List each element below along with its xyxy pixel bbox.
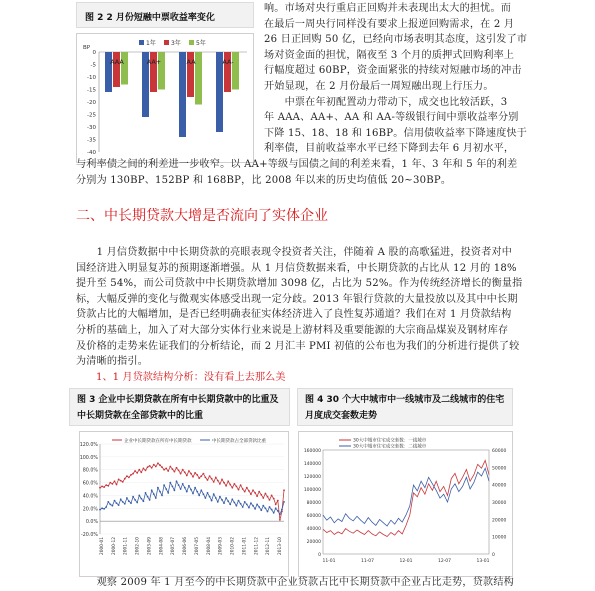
data-point bbox=[225, 497, 227, 499]
data-point bbox=[186, 491, 188, 493]
data-point bbox=[279, 513, 281, 515]
data-point bbox=[118, 479, 120, 481]
text-line: 开始显现，在 2 月份最后一周短融出现上行压力。 bbox=[264, 80, 494, 92]
data-point bbox=[256, 495, 258, 497]
data-point bbox=[147, 496, 149, 498]
data-point bbox=[138, 495, 140, 497]
series-line bbox=[323, 460, 489, 536]
text-line: 及价格的走势来佐证我们的分析结论，而 2 月汇丰 PMI 初值的公布也为我们的分析进行提供了较 bbox=[76, 340, 520, 352]
data-point bbox=[145, 492, 147, 494]
data-point bbox=[205, 497, 207, 499]
data-point bbox=[105, 506, 107, 508]
data-point bbox=[99, 509, 101, 511]
data-point bbox=[155, 466, 157, 468]
text-line: 1 月信贷数据中中长期贷款的亮眼表现令投资者关注，伴随着 A 股的高歌猛进，投资者对中 bbox=[76, 247, 513, 258]
data-point bbox=[242, 488, 244, 490]
data-point bbox=[178, 484, 180, 486]
data-point bbox=[161, 466, 163, 468]
y-tick-label: -35 bbox=[87, 137, 96, 144]
data-point bbox=[188, 470, 190, 472]
data-point bbox=[248, 507, 250, 509]
data-point bbox=[215, 477, 217, 479]
y-tick-label: 80.0% bbox=[82, 468, 98, 474]
data-point bbox=[192, 493, 194, 495]
text-line: 提升至 54%，而公司贷款中中长期贷款增加 3098 亿，占比为 52%。作为传统经济增长的衡量指 bbox=[76, 278, 523, 290]
legend-label: 3年 bbox=[171, 40, 181, 47]
data-point bbox=[275, 504, 277, 506]
data-point bbox=[194, 487, 196, 489]
data-point bbox=[240, 484, 242, 486]
data-point bbox=[101, 486, 103, 488]
x-tick-label: 2000-01 bbox=[100, 537, 105, 555]
fig2-title-box bbox=[76, 2, 254, 28]
data-point bbox=[174, 471, 176, 473]
y-tick-label: 80000 bbox=[306, 501, 321, 506]
data-point bbox=[246, 487, 248, 489]
data-point bbox=[159, 491, 161, 493]
data-point bbox=[103, 486, 105, 488]
data-point bbox=[134, 499, 136, 501]
y-tick-label: 20.0% bbox=[82, 507, 98, 513]
x-tick-label: 2005-07 bbox=[171, 537, 177, 555]
x-tick-label: 2002-10 bbox=[135, 537, 141, 555]
x-tick-label: 12-07 bbox=[437, 559, 452, 564]
data-point bbox=[136, 472, 138, 474]
data-point bbox=[198, 477, 200, 479]
data-point bbox=[107, 501, 109, 503]
data-point bbox=[213, 493, 215, 495]
x-tick-label: 11-07 bbox=[360, 559, 375, 564]
data-point bbox=[267, 511, 269, 513]
data-point bbox=[118, 504, 120, 506]
data-point bbox=[205, 477, 207, 479]
y-tick-label: -20.0% bbox=[81, 533, 98, 538]
data-point bbox=[172, 468, 174, 470]
data-point bbox=[271, 495, 273, 497]
section-heading: 二、中长期贷款大增是否流向了实体企业 bbox=[76, 208, 328, 224]
legend-swatch bbox=[139, 40, 144, 45]
data-point bbox=[130, 474, 132, 476]
data-point bbox=[122, 501, 124, 503]
data-point bbox=[273, 498, 275, 500]
fig4-chart bbox=[298, 431, 513, 577]
data-point bbox=[167, 492, 169, 494]
text-line: 贷款占比的大幅增加，是否已经明确表征实体经济进入了良性复苏通道？我们在对 1 月贷款结构 bbox=[76, 309, 512, 321]
data-point bbox=[200, 489, 202, 491]
y-tick-label: -30 bbox=[87, 125, 96, 131]
data-point bbox=[250, 502, 252, 504]
x-tick-label: 2011-12 bbox=[254, 537, 260, 555]
bar bbox=[179, 52, 186, 137]
data-point bbox=[240, 503, 242, 505]
data-point bbox=[134, 470, 136, 472]
data-point bbox=[114, 500, 116, 502]
data-point bbox=[169, 482, 171, 484]
fig4-svg bbox=[299, 432, 514, 578]
data-point bbox=[200, 475, 202, 477]
data-point bbox=[99, 487, 101, 489]
data-point bbox=[209, 475, 211, 477]
data-point bbox=[248, 490, 250, 492]
data-point bbox=[192, 476, 194, 478]
data-point bbox=[112, 483, 114, 485]
data-point bbox=[227, 480, 229, 482]
y-tick-label: -15 bbox=[87, 87, 96, 94]
text-line: 在最后一周央行同样没有要求上报逆回购需求，在 2 月 bbox=[264, 18, 515, 30]
text-line: 年 AAA、AA+、AA 和 AA-等级银行间中票收益率分别 bbox=[264, 112, 519, 124]
y-axis-unit: BP bbox=[83, 45, 91, 51]
data-point bbox=[128, 477, 130, 479]
x-tick-label: 11-01 bbox=[322, 559, 336, 564]
x-tick-label: 2009-03 bbox=[218, 537, 224, 555]
data-point bbox=[120, 498, 122, 500]
data-point bbox=[130, 502, 132, 504]
x-tick-label: 2010-02 bbox=[230, 537, 236, 555]
data-point bbox=[109, 504, 111, 506]
y-tick-label: 0 bbox=[92, 50, 96, 56]
data-point bbox=[283, 501, 285, 503]
y-tick-label-right: 10000 bbox=[492, 535, 507, 541]
data-point bbox=[203, 473, 205, 475]
data-point bbox=[234, 502, 236, 504]
data-point bbox=[124, 503, 126, 505]
data-point bbox=[184, 487, 186, 489]
fig4-title-line: 月度成交套数走势 bbox=[305, 411, 378, 421]
fig3-chart bbox=[79, 431, 289, 577]
x-tick-label: 2004-08 bbox=[159, 537, 165, 555]
y-tick-label: 120.0% bbox=[79, 443, 98, 448]
data-point bbox=[120, 480, 122, 482]
data-point bbox=[229, 484, 231, 486]
data-point bbox=[180, 473, 182, 475]
data-point bbox=[180, 488, 182, 490]
y-tick-label: -40 bbox=[87, 150, 96, 156]
data-point bbox=[147, 466, 149, 468]
data-point bbox=[250, 493, 252, 495]
data-point bbox=[151, 489, 153, 491]
y-tick-label: -25 bbox=[87, 112, 96, 119]
data-point bbox=[219, 496, 221, 498]
x-tick-label: 2011-01 bbox=[242, 537, 248, 555]
x-tick-label: 2012-11 bbox=[266, 537, 272, 555]
fig4-title-line: 图 4 30 个大中城市中一线城市及二线城市的住宅 bbox=[305, 395, 505, 405]
data-point bbox=[207, 479, 209, 481]
data-point bbox=[244, 501, 246, 503]
x-tick-label: 2006-06 bbox=[183, 537, 189, 555]
data-point bbox=[211, 478, 213, 480]
text-line: 利率债，目前收益率水平已经下降到去年 6 月初水平， bbox=[264, 143, 515, 155]
data-point bbox=[161, 495, 163, 497]
data-point bbox=[140, 471, 142, 473]
data-point bbox=[169, 466, 171, 468]
data-point bbox=[236, 505, 238, 507]
data-point bbox=[244, 491, 246, 493]
data-point bbox=[194, 472, 196, 474]
y-tick-label-right: 0 bbox=[492, 553, 495, 558]
y-tick-label: -10 bbox=[87, 75, 96, 81]
data-point bbox=[196, 474, 198, 476]
data-point bbox=[122, 481, 124, 483]
data-point bbox=[234, 483, 236, 485]
y-tick-label: -5 bbox=[90, 62, 96, 69]
data-point bbox=[265, 507, 267, 509]
y-tick-label: 40000 bbox=[306, 527, 321, 532]
data-point bbox=[260, 509, 262, 511]
data-point bbox=[149, 465, 151, 467]
data-point bbox=[279, 519, 281, 521]
x-tick-label: 13-01 bbox=[476, 559, 490, 564]
legend-label: 30大中城市住宅成交套数：二线城市 bbox=[353, 444, 427, 450]
y-tick-label-right: 40000 bbox=[492, 483, 507, 489]
y-tick-label: 20000 bbox=[306, 540, 321, 545]
paragraph-2 bbox=[76, 245, 522, 370]
series-line bbox=[323, 468, 489, 526]
y-tick-label: 0.0% bbox=[85, 520, 98, 526]
data-point bbox=[227, 500, 229, 502]
data-point bbox=[242, 506, 244, 508]
data-point bbox=[165, 488, 167, 490]
legend-label: 5年 bbox=[196, 40, 206, 47]
data-point bbox=[262, 505, 264, 507]
data-point bbox=[163, 484, 165, 486]
data-point bbox=[256, 504, 258, 506]
bar bbox=[195, 52, 202, 105]
y-tick-label: 100.0% bbox=[79, 455, 98, 461]
fig3-title-line: 中长期贷款在全部贷款中的比重 bbox=[77, 411, 204, 421]
data-point bbox=[269, 499, 271, 501]
data-point bbox=[236, 486, 238, 488]
text-line: 与利率债之间的利差进一步收窄。以 AA+等级与国债之间的利差来看，1 年、3 年和 5 年的利差 bbox=[76, 159, 518, 170]
data-point bbox=[231, 498, 233, 500]
fig3-svg bbox=[80, 432, 290, 578]
legend-label: 中长期贷款占全部贷款比重 bbox=[212, 439, 266, 444]
data-point bbox=[167, 470, 169, 472]
y-tick-label: 60000 bbox=[306, 514, 321, 519]
y-tick-label-right: 50000 bbox=[492, 466, 507, 472]
fig3-title-box bbox=[69, 388, 290, 426]
x-tick-label: 2001-11 bbox=[123, 537, 129, 555]
fig2-svg bbox=[77, 34, 255, 164]
x-tick-label: 2000-12 bbox=[111, 537, 117, 555]
data-point bbox=[223, 502, 225, 504]
data-point bbox=[283, 489, 285, 491]
text-line: 标，大幅反弹的变化与微观实体感受出现一定分歧。2013 年银行贷款的大量投放以及其中中长期 bbox=[76, 293, 518, 305]
fig2-chart bbox=[76, 33, 254, 163]
bottom-partial-text: 观察 2009 年 1 月至今的中长期贷款中企业贷款占比中长期贷款中企业占比走势，贷款结构 bbox=[76, 577, 514, 588]
data-point bbox=[277, 510, 279, 512]
data-point bbox=[157, 487, 159, 489]
group-label: AA bbox=[186, 58, 196, 66]
data-point bbox=[229, 504, 231, 506]
data-point bbox=[186, 475, 188, 477]
data-point bbox=[132, 496, 134, 498]
data-point bbox=[124, 478, 126, 480]
data-point bbox=[207, 492, 209, 494]
data-point bbox=[112, 505, 114, 507]
data-point bbox=[157, 462, 159, 464]
data-point bbox=[260, 494, 262, 496]
x-tick-label: 2008-04 bbox=[206, 537, 212, 555]
data-point bbox=[153, 464, 155, 466]
text-line: 下降 15、18、18 和 16BP。信用债收益率下降速度快于 bbox=[264, 127, 528, 139]
data-point bbox=[116, 484, 118, 486]
data-point bbox=[178, 470, 180, 472]
data-point bbox=[258, 506, 260, 508]
data-point bbox=[188, 485, 190, 487]
data-point bbox=[258, 491, 260, 493]
data-point bbox=[267, 496, 269, 498]
data-point bbox=[213, 481, 215, 483]
data-point bbox=[215, 497, 217, 499]
data-point bbox=[190, 489, 192, 491]
data-point bbox=[176, 480, 178, 482]
x-tick-label: 2007-05 bbox=[194, 537, 200, 555]
y-tick-label: 60.0% bbox=[82, 481, 98, 487]
data-point bbox=[182, 469, 184, 471]
legend-swatch bbox=[164, 40, 169, 45]
data-point bbox=[238, 500, 240, 502]
data-point bbox=[155, 497, 157, 499]
legend-label: 1年 bbox=[146, 40, 156, 47]
y-tick-label: 40.0% bbox=[82, 494, 98, 500]
group-label: AA+ bbox=[146, 58, 162, 66]
data-point bbox=[281, 509, 283, 511]
data-point bbox=[101, 507, 103, 509]
data-point bbox=[196, 491, 198, 493]
text-line: 26 日正回购 50 亿，已经向市场表明其态度，这引发了市 bbox=[264, 34, 528, 46]
data-point bbox=[254, 492, 256, 494]
y-tick-label: 100000 bbox=[303, 488, 321, 493]
y-tick-label-right: 20000 bbox=[492, 518, 507, 524]
data-point bbox=[172, 486, 174, 488]
data-point bbox=[116, 502, 118, 504]
group-label: AA- bbox=[222, 58, 234, 66]
data-point bbox=[198, 495, 200, 497]
y-tick-label: -20 bbox=[87, 100, 96, 106]
fig4-title-box bbox=[297, 388, 513, 426]
data-point bbox=[165, 468, 167, 470]
data-point bbox=[105, 484, 107, 486]
data-point bbox=[275, 507, 277, 509]
data-point bbox=[219, 483, 221, 485]
data-point bbox=[252, 505, 254, 507]
data-point bbox=[143, 500, 145, 502]
data-point bbox=[238, 489, 240, 491]
data-point bbox=[223, 482, 225, 484]
y-tick-label: 120000 bbox=[303, 475, 321, 480]
data-point bbox=[138, 469, 140, 471]
y-tick-label: 140000 bbox=[303, 462, 321, 467]
data-point bbox=[203, 493, 205, 495]
x-tick-label: 2003-09 bbox=[147, 537, 153, 555]
data-point bbox=[140, 498, 142, 500]
data-point bbox=[153, 493, 155, 495]
data-point bbox=[107, 485, 109, 487]
data-point bbox=[217, 501, 219, 503]
full-width-text bbox=[76, 157, 517, 188]
data-point bbox=[132, 473, 134, 475]
data-point bbox=[114, 480, 116, 482]
data-point bbox=[128, 500, 130, 502]
text-line: 为清晰的指引。 bbox=[76, 356, 149, 368]
right-column-text bbox=[264, 1, 527, 157]
data-point bbox=[190, 473, 192, 475]
fig2-title: 图 2 2 月份短融中票收益率变化 bbox=[85, 13, 215, 23]
data-point bbox=[273, 512, 275, 514]
data-point bbox=[254, 508, 256, 510]
bar bbox=[121, 52, 128, 85]
fig3-title-line: 图 3 企业中长期贷款在所有中长期贷款中的比重及 bbox=[77, 395, 279, 405]
text-line: 分别为 130BP、152BP 和 168BP，比 2008 年以来的历史均值低 20~30BP。 bbox=[76, 174, 452, 186]
text-line: 中票在年初配置动力带动下，成交也比较活跃，3 bbox=[264, 96, 508, 108]
data-point bbox=[159, 464, 161, 466]
x-tick-label: 2013-10 bbox=[278, 537, 283, 555]
data-point bbox=[221, 499, 223, 501]
data-point bbox=[182, 483, 184, 485]
data-point bbox=[163, 469, 165, 471]
legend-label: 30大中城市住宅成交套数：一线城市 bbox=[353, 438, 427, 444]
legend-label: 企业中长期贷款在所有中长期贷款 bbox=[124, 439, 192, 444]
y-tick-label-right: 30000 bbox=[492, 501, 507, 506]
data-point bbox=[109, 482, 111, 484]
data-point bbox=[151, 467, 153, 469]
data-point bbox=[217, 480, 219, 482]
data-point bbox=[271, 509, 273, 511]
data-point bbox=[246, 504, 248, 506]
y-tick-label-right: 60000 bbox=[492, 449, 507, 454]
group-label: AAA bbox=[110, 58, 124, 66]
plot-frame bbox=[323, 450, 489, 554]
data-point bbox=[211, 500, 213, 502]
text-line: 行幅度超过 60BP，资金面紧张的持续对短融市场的冲击 bbox=[264, 65, 522, 77]
data-point bbox=[184, 471, 186, 473]
text-line: 场对资金面的担忧，隔夜至 3 个月的质押式回购利率上 bbox=[264, 49, 515, 61]
data-point bbox=[143, 468, 145, 470]
text-line: 响。市场对央行重启正回购并未表现出太大的担忧。而 bbox=[264, 3, 512, 14]
data-point bbox=[126, 497, 128, 499]
data-point bbox=[149, 499, 151, 501]
data-point bbox=[126, 475, 128, 477]
data-point bbox=[103, 508, 105, 510]
data-point bbox=[262, 497, 264, 499]
text-line: 分析的基础上，加入了对大部分实体行业来说是上游材料及重要能源的大宗商品煤炭及钢材库存 bbox=[76, 324, 509, 336]
y-tick-label: 160000 bbox=[303, 449, 321, 454]
text-line: 国经济进入明显复苏的预期逐渐增强。从 1 月信贷数据来看，中长期贷款的占比从 12 月的 18% bbox=[76, 262, 517, 274]
data-point bbox=[176, 467, 178, 469]
data-point bbox=[269, 506, 271, 508]
data-point bbox=[174, 489, 176, 491]
data-point bbox=[225, 485, 227, 487]
data-point bbox=[277, 500, 279, 502]
x-tick-label: 12-01 bbox=[399, 559, 413, 564]
sub-heading: 1、1 月贷款结构分析：没有看上去那么美 bbox=[96, 372, 286, 383]
legend-swatch bbox=[189, 40, 194, 45]
data-point bbox=[136, 502, 138, 504]
data-point bbox=[221, 479, 223, 481]
data-point bbox=[231, 487, 233, 489]
y-tick-label: 0 bbox=[318, 553, 321, 558]
data-point bbox=[252, 489, 254, 491]
data-point bbox=[145, 470, 147, 472]
data-point bbox=[209, 496, 211, 498]
data-point bbox=[265, 493, 267, 495]
